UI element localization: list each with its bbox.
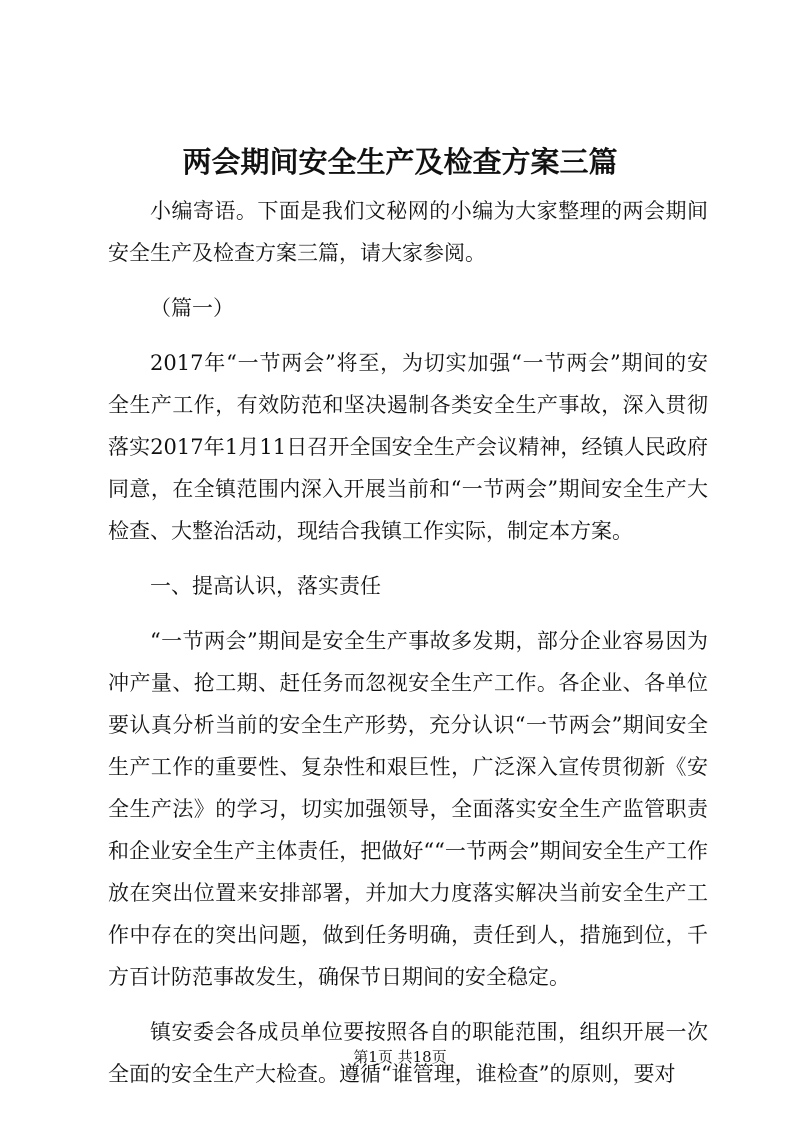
section-label: （篇一） — [150, 296, 234, 320]
body-paragraph: “一节两会”期间是安全生产事故多发期，部分企业容易因为冲产量、抢工期、赶任务而忽视安全生产工作。各企业、各单位要认真分析当前的安全生产形势，充分认识“一节两会”期间安全生产工作的重要性、复杂性和艰巨性，广泛深入宣传贯彻新《安全生产法》的学习，切实加强领导，全面落实安全生产监管职责和企业安全生产主体责任，把做好““一节两会”期间安全生产工作放在突出位置来安排部署，并加大力度落实解决当前安全生产工作中存在的突出问题，做到任务明确，责任到人，措施到位，千方百计防范事故发生，确保节日期间的安全稳定。 — [108, 629, 708, 989]
page-footer: 第1页 共18页 — [353, 1048, 447, 1066]
intro-paragraph: 小编寄语。下面是我们文秘网的小编为大家整理的两会期间安全生产及检查方案三篇，请大家参阅。 — [108, 199, 708, 265]
section-heading: 一、提高认识，落实责任 — [150, 574, 381, 598]
body-paragraph: 2017年“一节两会”将至，为切实加强“一节两会”期间的安全生产工作，有效防范和坚决遏制各类安全生产事故，深入贯彻落实2017年1月11日召开全国安全生产会议精神，经镇人民政府同意，在全镇范围内深入开展当前和“一节两会”期间安全生产大检查、大整治活动，现结合我镇工作实际，制定本方案。 — [108, 351, 708, 543]
document-body — [108, 190, 708, 1108]
body-paragraph: 镇安委会各成员单位要按照各自的职能范围，组织开展一次全面的安全生产大检查。遵循“谁管理，谁检查”的原则，要对 — [108, 1020, 708, 1086]
document-title: 两会期间安全生产及检查方案三篇 — [182, 145, 618, 179]
